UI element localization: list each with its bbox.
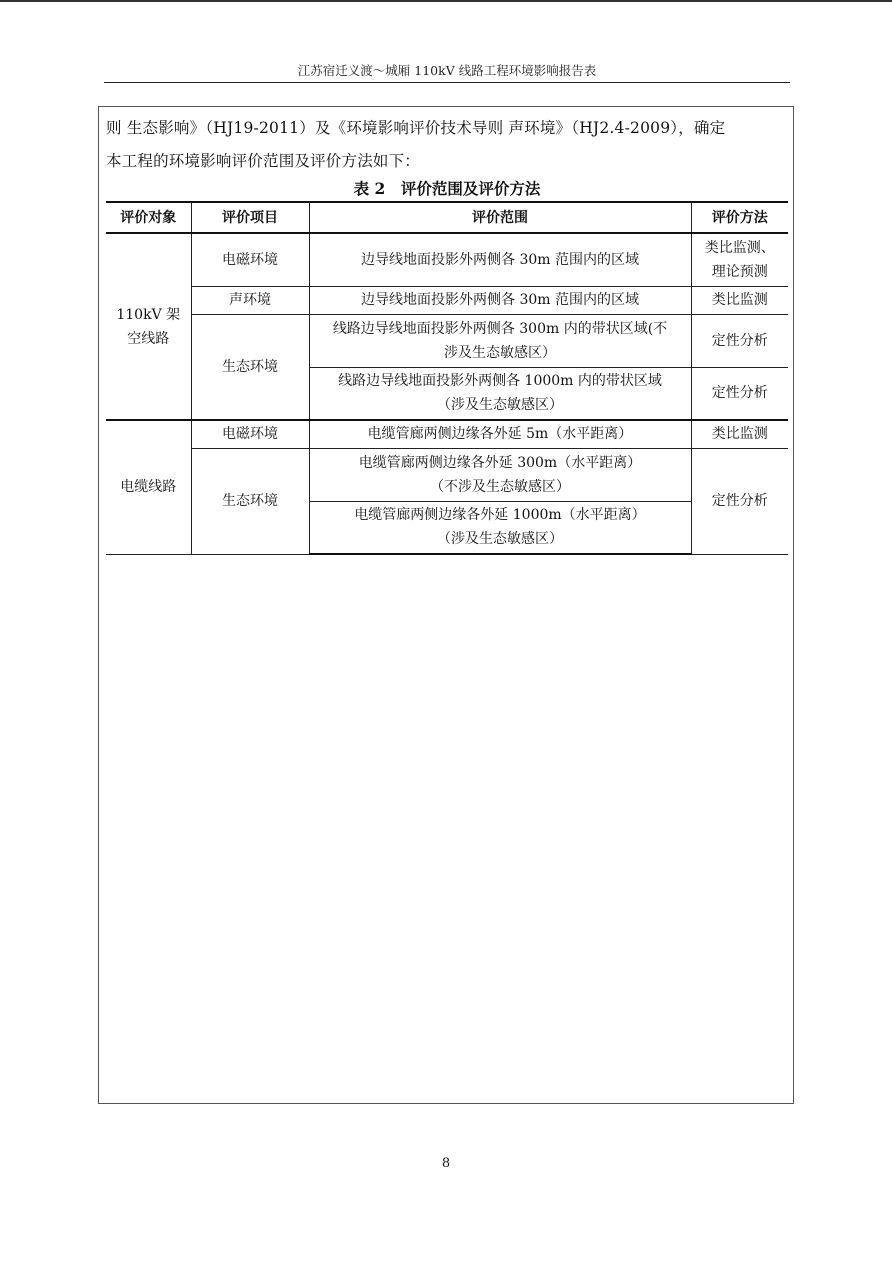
scope-cell: [309, 448, 691, 501]
evaluation-table: [106, 201, 788, 555]
page-top-border: [0, 0, 892, 2]
table-row: [106, 314, 788, 367]
table-row: [106, 448, 788, 501]
scope-line-1: 线路边导线地面投影外两侧各 300m 内的带状区域(不: [332, 320, 668, 337]
scope-cell: [309, 314, 691, 367]
object-cable-line: 电缆线路: [106, 420, 191, 554]
table-row: [106, 286, 788, 314]
item-cell: 电磁环境: [191, 233, 309, 286]
method-cell: 定性分析: [691, 314, 788, 367]
method-line-1: 类比监测、: [704, 239, 775, 256]
header-object: 评价对象: [106, 202, 191, 233]
object-overhead-line-l1: 110kV 架: [116, 306, 181, 323]
item-cell: 电磁环境: [191, 420, 309, 448]
scope-line-1: 线路边导线地面投影外两侧各 1000m 内的带状区域: [338, 373, 662, 390]
scope-cell: 边导线地面投影外两侧各 30m 范围内的区域: [309, 233, 691, 286]
scope-line-1: 电缆管廊两侧边缘各外延 1000m（水平距离）: [354, 507, 646, 524]
scope-line-2: （不涉及生态敏感区）: [430, 478, 570, 495]
running-header: 江苏宿迁义渡～城厢 110kV 线路工程环境影响报告表: [297, 63, 597, 78]
scope-line-2: （涉及生态敏感区）: [437, 397, 563, 414]
header-method: 评价方法: [691, 202, 788, 233]
method-cell: 定性分析: [691, 448, 788, 554]
method-cell: 类比监测: [691, 286, 788, 314]
scope-cell: [309, 367, 691, 420]
header-item: 评价项目: [191, 202, 309, 233]
page-number: 8: [441, 1156, 451, 1171]
header-rule: [104, 82, 790, 83]
scope-cell: 边导线地面投影外两侧各 30m 范围内的区域: [309, 286, 691, 314]
scope-line-1: 电缆管廊两侧边缘各外延 300m（水平距离）: [358, 454, 642, 471]
item-cell: 生态环境: [191, 448, 309, 554]
table-title: 表 2 评价范围及评价方法: [353, 179, 541, 198]
method-line-2: 理论预测: [711, 263, 768, 280]
object-overhead-line-l2: 空线路: [127, 330, 170, 347]
object-overhead-line: [106, 233, 191, 420]
header-scope: 评价范围: [309, 202, 691, 233]
paragraph-line-1: 则 生态影响》（HJ19-2011）及《环境影响评价技术导则 声环境》（HJ2.4-2009），确定: [106, 119, 726, 137]
scope-cell: 电缆管廊两侧边缘各外延 5m（水平距离）: [309, 420, 691, 448]
table-header-row: [106, 202, 788, 233]
method-cell: 定性分析: [691, 367, 788, 420]
table-row: [106, 233, 788, 286]
body-paragraph: [106, 112, 788, 178]
method-cell: [691, 233, 788, 286]
table-row: [106, 420, 788, 448]
item-cell: 声环境: [191, 286, 309, 314]
scope-line-2: 涉及生态敏感区）: [444, 344, 556, 361]
paragraph-line-2: 本工程的环境影响评价范围及评价方法如下：: [106, 152, 421, 170]
method-cell: 类比监测: [691, 420, 788, 448]
item-cell: 生态环境: [191, 314, 309, 420]
scope-line-2: （涉及生态敏感区）: [437, 531, 563, 548]
scope-cell: [309, 501, 691, 554]
